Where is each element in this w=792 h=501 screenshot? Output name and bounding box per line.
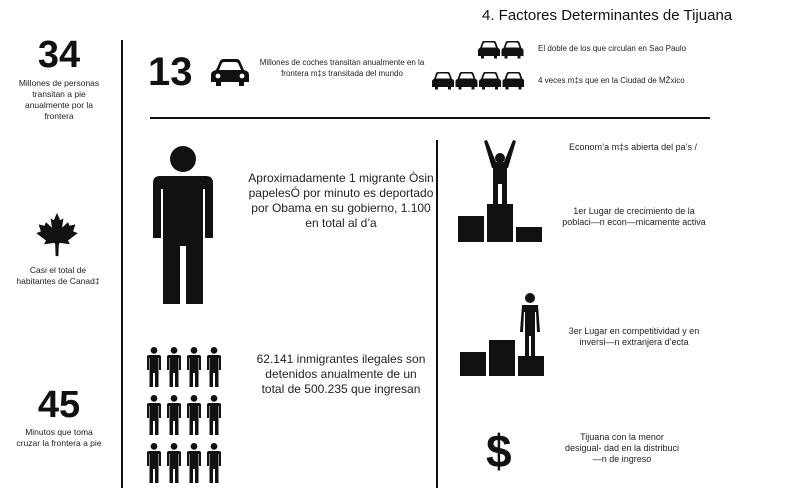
divider-center: [436, 140, 438, 488]
third-place-podium-icon: [460, 292, 544, 376]
stat-pedestrians-text: Millones de personas transitan a pie anualmente por la frontera: [18, 78, 100, 121]
inequality-text: Tijuana con la menor desigual- dad en la distribuci—n de ingreso: [564, 432, 680, 464]
canada-text: Casi el total de habitantes de Canad‡: [16, 265, 100, 286]
compare-sao-paulo: El doble de los que circulan en Sao Paulo: [538, 44, 687, 53]
detention-text: 62.141 inmigrantes ilegales son detenidos anualmente de un total de 500.235 que ingresan: [256, 352, 426, 396]
car-icon: [210, 58, 250, 88]
compare-mexico-city: 4 veces m‡s que en la Ciudad de MŽxico: [538, 76, 685, 85]
winner-podium-icon: [458, 138, 542, 242]
stat-pedestrians-number: 34: [37, 34, 81, 76]
stat-crossing-text: Minutos que toma cruzar la frontera a pie: [16, 427, 102, 448]
economy-heading: Econom’a m‡s abierta del pa’s /: [569, 142, 697, 152]
people-grid-icon: [147, 347, 225, 487]
deportation-text: Aproximadamente 1 migrante Òsin papelesÓ por minuto es deportado por Obama en su gobierno, 1.100 en total al d’a: [248, 171, 434, 230]
car-four-icon: [432, 71, 524, 91]
cars-text: Millones de coches transitan anualmente en la frontera m‡s transitada del mundo: [259, 58, 425, 78]
divider-left: [121, 40, 123, 488]
cars-number: 13: [148, 50, 193, 94]
stat-crossing-number: 45: [37, 384, 81, 426]
dollar-icon: $: [486, 425, 512, 477]
rank-first-text: 1er Lugar de crecimiento de la poblaci—n econ—micamente activa: [562, 206, 706, 227]
car-pair-icon: [478, 40, 524, 60]
rank-third-text: 3er Lugar en competitividad y en inversi—n extranjera d’ecta: [568, 326, 700, 347]
divider-horizontal: [150, 117, 710, 119]
maple-leaf-icon: [34, 212, 80, 258]
page-title: 4. Factores Determinantes de Tijuana: [482, 7, 733, 24]
person-icon: [150, 146, 216, 304]
